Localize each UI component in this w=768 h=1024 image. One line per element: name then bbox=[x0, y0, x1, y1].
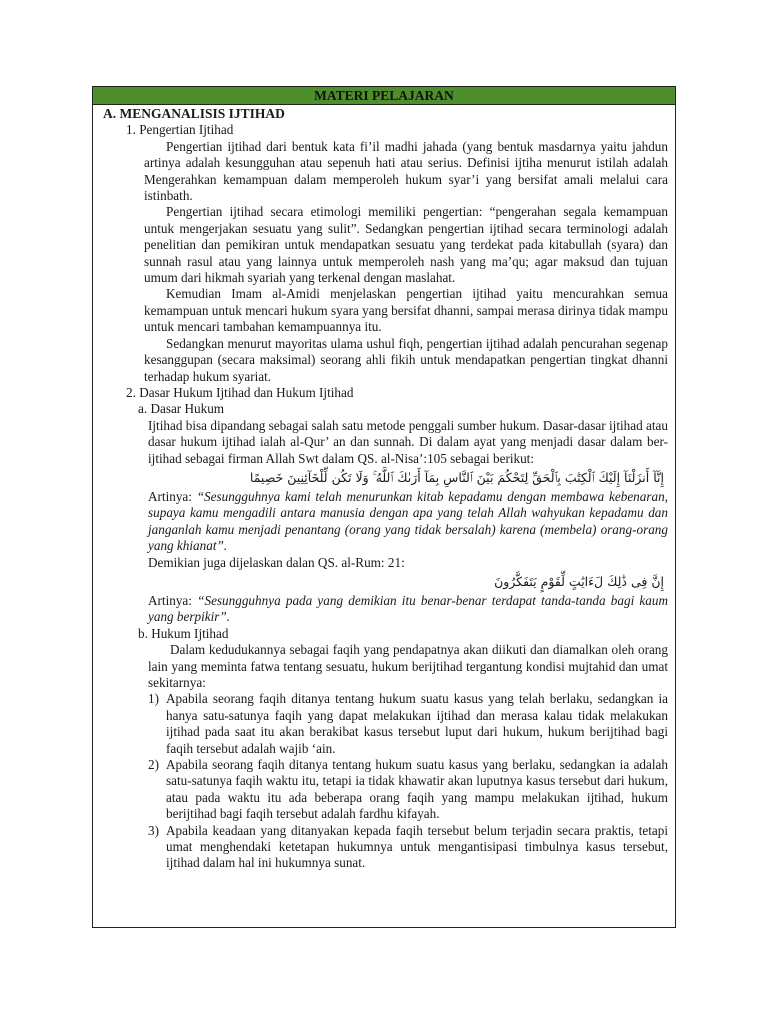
subsection-title: 1. Pengertian Ijtihad bbox=[126, 122, 234, 138]
list-text: Apabila seorang faqih ditanya tentang hukum suatu kasus yang berlaku, sedangkan ia adalah satu-satunya faqih waktu itu, tetapi ia tidak khawatir akan luputnya kasus tersebut dari hukum, atau pada waktu itu ada beberapa orang faqih yang mampu melakukan ijtihad, hukum berijtihad bagi faqih tersebut adalah fardhu kifayah. bbox=[166, 757, 668, 822]
ruling-block bbox=[102, 642, 668, 872]
lesson-material-table bbox=[92, 86, 676, 928]
list-item bbox=[148, 823, 668, 872]
paragraph: Ijtihad bisa dipandang sebagai salah satu metode penggali sumber hukum. Dasar-dasar ijtihad atau dasar hukum ijtihad ialah al-Qur’ an dan sunnah. Di dalam ayat yang menjadi dasar dalam ber-ijtihad sebagai firman Allah Swt dalam QS. al-Nisa’:105 sebagai berikut: bbox=[148, 417, 668, 466]
translation-text: “Sesungguhnya kami telah menurunkan kitab kepadamu dengan membawa kebenaran, supaya kamu mengadili antara manusia dengan apa yang telah Allah wahyukan kepadamu dan janganlah kamu menjadi penantang (orang yang tidak bersalah) karena (membela) orang-orang yang khianat”. bbox=[148, 488, 668, 554]
list-item bbox=[148, 691, 668, 757]
translation bbox=[148, 593, 668, 626]
subsection-title: 2. Dasar Hukum Ijtihad dan Hukum Ijtihad bbox=[126, 384, 354, 400]
paragraph: Demikian juga dijelaskan dalan QS. al-Rum: 21: bbox=[148, 554, 405, 570]
paragraph: Sedangkan menurut mayoritas ulama ushul fiqh, pengertian ijtihad adalah pencurahan segenap kesanggupan (secara maksimal) seorang ahli fikih untuk mendapatkan pengertian tingkat dhanni terhadap hukum syariat. bbox=[144, 335, 668, 384]
paragraph: Pengertian ijtihad secara etimologi memiliki pengertian: “pengerahan segala kemampuan untuk mengerjakan sesuatu yang sulit”. Sedangkan pengertian ijtihad secara terminologi adalah penelitian dan pemikiran untuk mendapatkan sesuatu yang terdekat pada kitabullah (syara) dan sunnah rasul atau yang lainnya untuk memperoleh nash yang ma’qu; agar maksud dan tujuan umum dari hikmah syariah yang terkenal dengan maslahat. bbox=[144, 204, 668, 286]
paragraph: Dalam kedudukannya sebagai faqih yang pendapatnya akan diikuti dan diamalkan oleh orang lain yang meminta fatwa tentang sesuatu, hukum berijtihad tergantung kondisi mujtahid dan umat sekitarnya: bbox=[148, 642, 668, 690]
point-title: b. Hukum Ijtihad bbox=[138, 625, 229, 641]
arabic-verse: إِنَّ فِى ذَٰلِكَ لَءَايَٰتٍ لِّقَوْمٍ يَتَفَكَّرُونَ bbox=[494, 573, 664, 589]
list-number: 1) bbox=[148, 691, 159, 707]
list-number: 2) bbox=[148, 757, 159, 773]
translation-text: “Sesungguhnya pada yang demikian itu benar-benar terdapat tanda-tanda bagi kaum yang berpikir”. bbox=[148, 592, 668, 625]
list-item bbox=[148, 757, 668, 823]
translation-label: Artinya: bbox=[148, 488, 197, 504]
translation bbox=[148, 489, 668, 555]
translation-label: Artinya: bbox=[148, 592, 198, 608]
table-content bbox=[93, 105, 675, 872]
definition-block bbox=[102, 139, 668, 385]
list-text: Apabila keadaan yang ditanyakan kepada faqih tersebut belum terjadin secara praktis, tetapi umat menghendaki ketetapan hukumnya untuk mengantisipasi timbulnya kasus tersebut, ijtihad dalam hal ini hukumnya sunat. bbox=[166, 822, 668, 871]
point-title: a. Dasar Hukum bbox=[138, 401, 225, 417]
arabic-verse: إِنَّآ أَنزَلْنَآ إِلَيْكَ ٱلْكِتَٰبَ بِٱلْحَقِّ لِتَحْكُمَ بَيْنَ ٱلنَّاسِ بِمَآ أَرَىٰكَ ٱللَّهُ ۚ وَلَا تَكُن لِّلْخَآئِنِينَ خَصِيمًا bbox=[249, 469, 664, 485]
paragraph: Kemudian Imam al-Amidi menjelaskan pengertian ijtihad yaitu mencurahkan semua kemampuan untuk mencari hukum syara yang bersifat dhanni, sampai merasa dirinya tidak mampu untuk mencari tambahan kemampuannya itu. bbox=[144, 286, 668, 335]
legal-basis-block bbox=[102, 418, 668, 626]
list-text: Apabila seorang faqih ditanya tentang hukum suatu kasus yang telah berlaku, sedangkan ia hanya satu-satunya faqih yang dapat melakukan ijtihad dan merasa kalau tidak melakukan ijtihad pada saat itu akan berakibat kasus tersebut luput dari hukum, hukum berijtihad bagi faqih tersebut adalah wajib ‘ain. bbox=[166, 691, 668, 756]
ruling-list bbox=[148, 691, 668, 871]
paragraph: Pengertian ijtihad dari bentuk kata fi’il madhi jahada (yang bentuk masdarnya yaitu jahdun artinya adalah kesungguhan atau sepenuh hati atau serius. Definisi ijtiha menurut istilah adalah Mengerahkan kemampuan dalam memperoleh hukum syar’i yang bersifat amali melalui cara istinbath. bbox=[144, 138, 668, 204]
list-number: 3) bbox=[148, 822, 159, 838]
table-header: MATERI PELAJARAN bbox=[93, 87, 675, 105]
section-heading: A. MENGANALISIS IJTIHAD bbox=[103, 106, 285, 121]
